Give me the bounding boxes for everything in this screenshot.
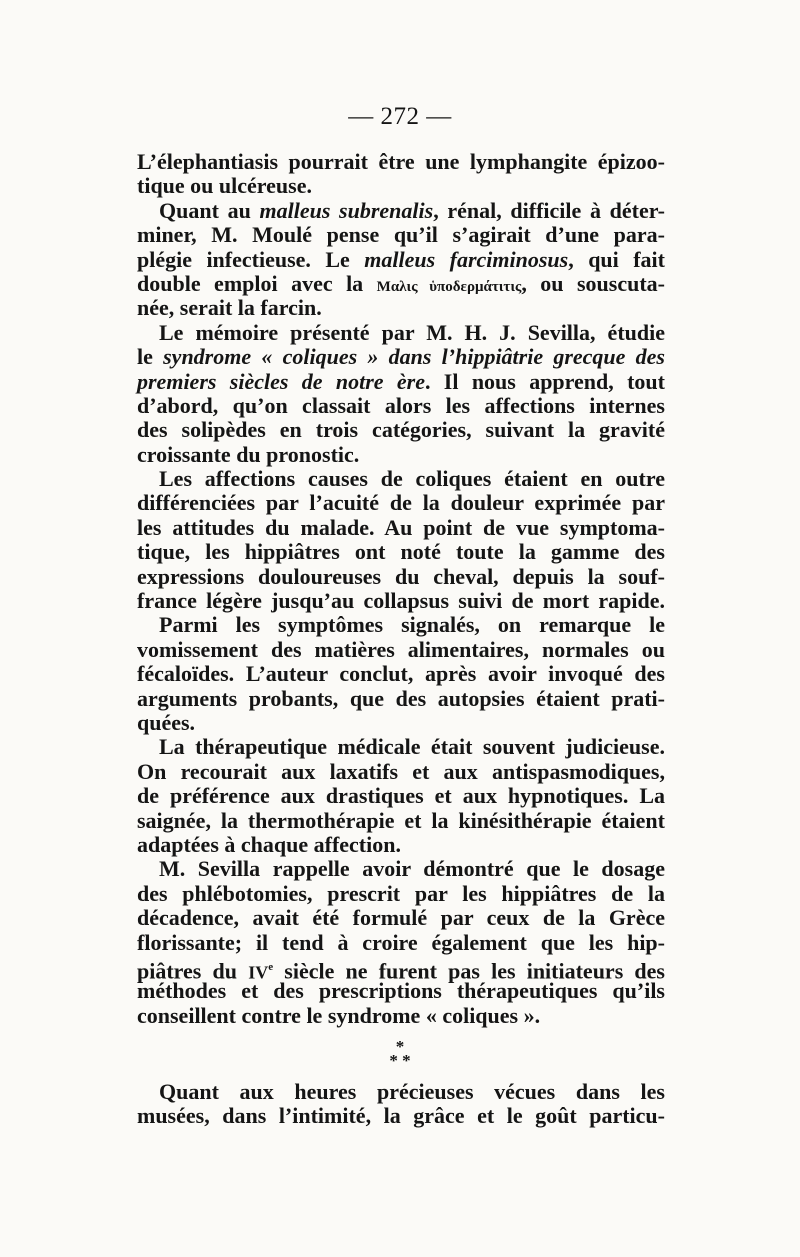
text-line: Quant au malleus subrenalis, rénal, difficile à déter- <box>159 197 665 223</box>
separator-star-bottom: * * <box>389 1051 411 1070</box>
text-line: méthodes et des prescriptions thérapeutiques qu’ils <box>137 978 665 1004</box>
text-line: double emploi avec la Μαλις ὑποδερμάτιτις, ou souscuta- <box>137 270 665 296</box>
text-line: La thérapeutique médicale était souvent judicieuse. <box>159 734 665 760</box>
text-line: des solipèdes en trois catégories, suivant la gravité <box>137 417 665 443</box>
text-line: née, serait la farcin. <box>137 295 322 321</box>
italic-title: premiers siècles de notre ère <box>137 368 425 394</box>
text-line: d’abord, qu’on classait alors les affections internes <box>137 392 665 418</box>
text-line: saignée, la thermothérapie et la kinésithérapie étaient <box>137 807 665 833</box>
text-line: miner, M. Moulé pense qu’il s’agirait d’une para- <box>137 222 665 248</box>
separator-star-top: * <box>395 1037 405 1056</box>
text-line: piâtres du IVe siècle ne furent pas les initiateurs des <box>137 958 665 984</box>
section-separator <box>0 1037 800 1070</box>
text-line: premiers siècles de notre ère. Il nous apprend, tout <box>137 368 665 394</box>
text-line: M. Sevilla rappelle avoir démontré que le dosage <box>159 856 665 882</box>
page-number: — 272 — <box>348 103 452 130</box>
text-line: On recourait aux laxatifs et aux antispasmodiques, <box>137 758 665 784</box>
text-line: les attitudes du malade. Au point de vue symptoma- <box>137 514 665 540</box>
text-line: adaptées à chaque affection. <box>137 831 401 857</box>
text-line: des phlébotomies, prescrit par les hippiâtres de la <box>137 880 665 906</box>
text-line: florissante; il tend à croire également que les hip- <box>137 929 665 955</box>
roman-numeral: IV <box>248 962 269 983</box>
text-line: arguments probants, que des autopsies étaient prati- <box>137 685 665 711</box>
text-line: Les affections causes de coliques étaient en outre <box>159 466 665 492</box>
text-line: fécaloïdes. L’auteur conclut, après avoir invoqué des <box>137 661 665 687</box>
text-line: différenciées par l’acuité de la douleur exprimée par <box>137 490 665 516</box>
greek-term: Μαλις ὑποδερμάτιτις <box>376 278 522 295</box>
text-line: france légère jusqu’au collapsus suivi de mort rapide. <box>137 588 665 614</box>
text-line: croissante du pronostic. <box>137 441 360 467</box>
main-text <box>137 150 665 1028</box>
text-line: Le mémoire présenté par M. H. J. Sevilla, étudie <box>159 319 665 345</box>
text-line: musées, dans l’intimité, la grâce et le goût particu- <box>137 1103 665 1129</box>
text-line: vomissement des matières alimentaires, normales ou <box>137 636 665 662</box>
text-line: expressions douloureuses du cheval, depuis la souf- <box>137 563 665 589</box>
text-line: le syndrome « coliques » dans l’hippiâtrie grecque des <box>137 344 665 370</box>
text-line: de préférence aux drastiques et aux hypnotiques. La <box>137 783 665 809</box>
superscript: e <box>268 960 274 973</box>
text-line: L’élephantiasis pourrait être une lymphangite épizoo- <box>137 149 665 174</box>
text-line: plégie infectieuse. Le malleus farciminosus, qui fait <box>137 246 665 272</box>
text-line: tique, les hippiâtres ont noté toute la gamme des <box>137 539 665 565</box>
text-line: conseillent contre le syndrome « coliques ». <box>137 1002 541 1028</box>
text-line: Quant aux heures précieuses vécues dans les <box>159 1079 665 1104</box>
latin-term: malleus farciminosus <box>364 246 569 272</box>
continued-text <box>137 1080 665 1129</box>
text-line: tique ou ulcéreuse. <box>137 173 312 199</box>
italic-title: syndrome « coliques » dans l’hippiâtrie grecque des <box>163 344 665 370</box>
latin-term: malleus subrenalis <box>259 197 434 223</box>
text-line: quées. <box>137 709 196 735</box>
text-line: Parmi les symptômes signalés, on remarque le <box>159 612 665 638</box>
text-line: décadence, avait été formulé par ceux de la Grèce <box>137 905 665 931</box>
